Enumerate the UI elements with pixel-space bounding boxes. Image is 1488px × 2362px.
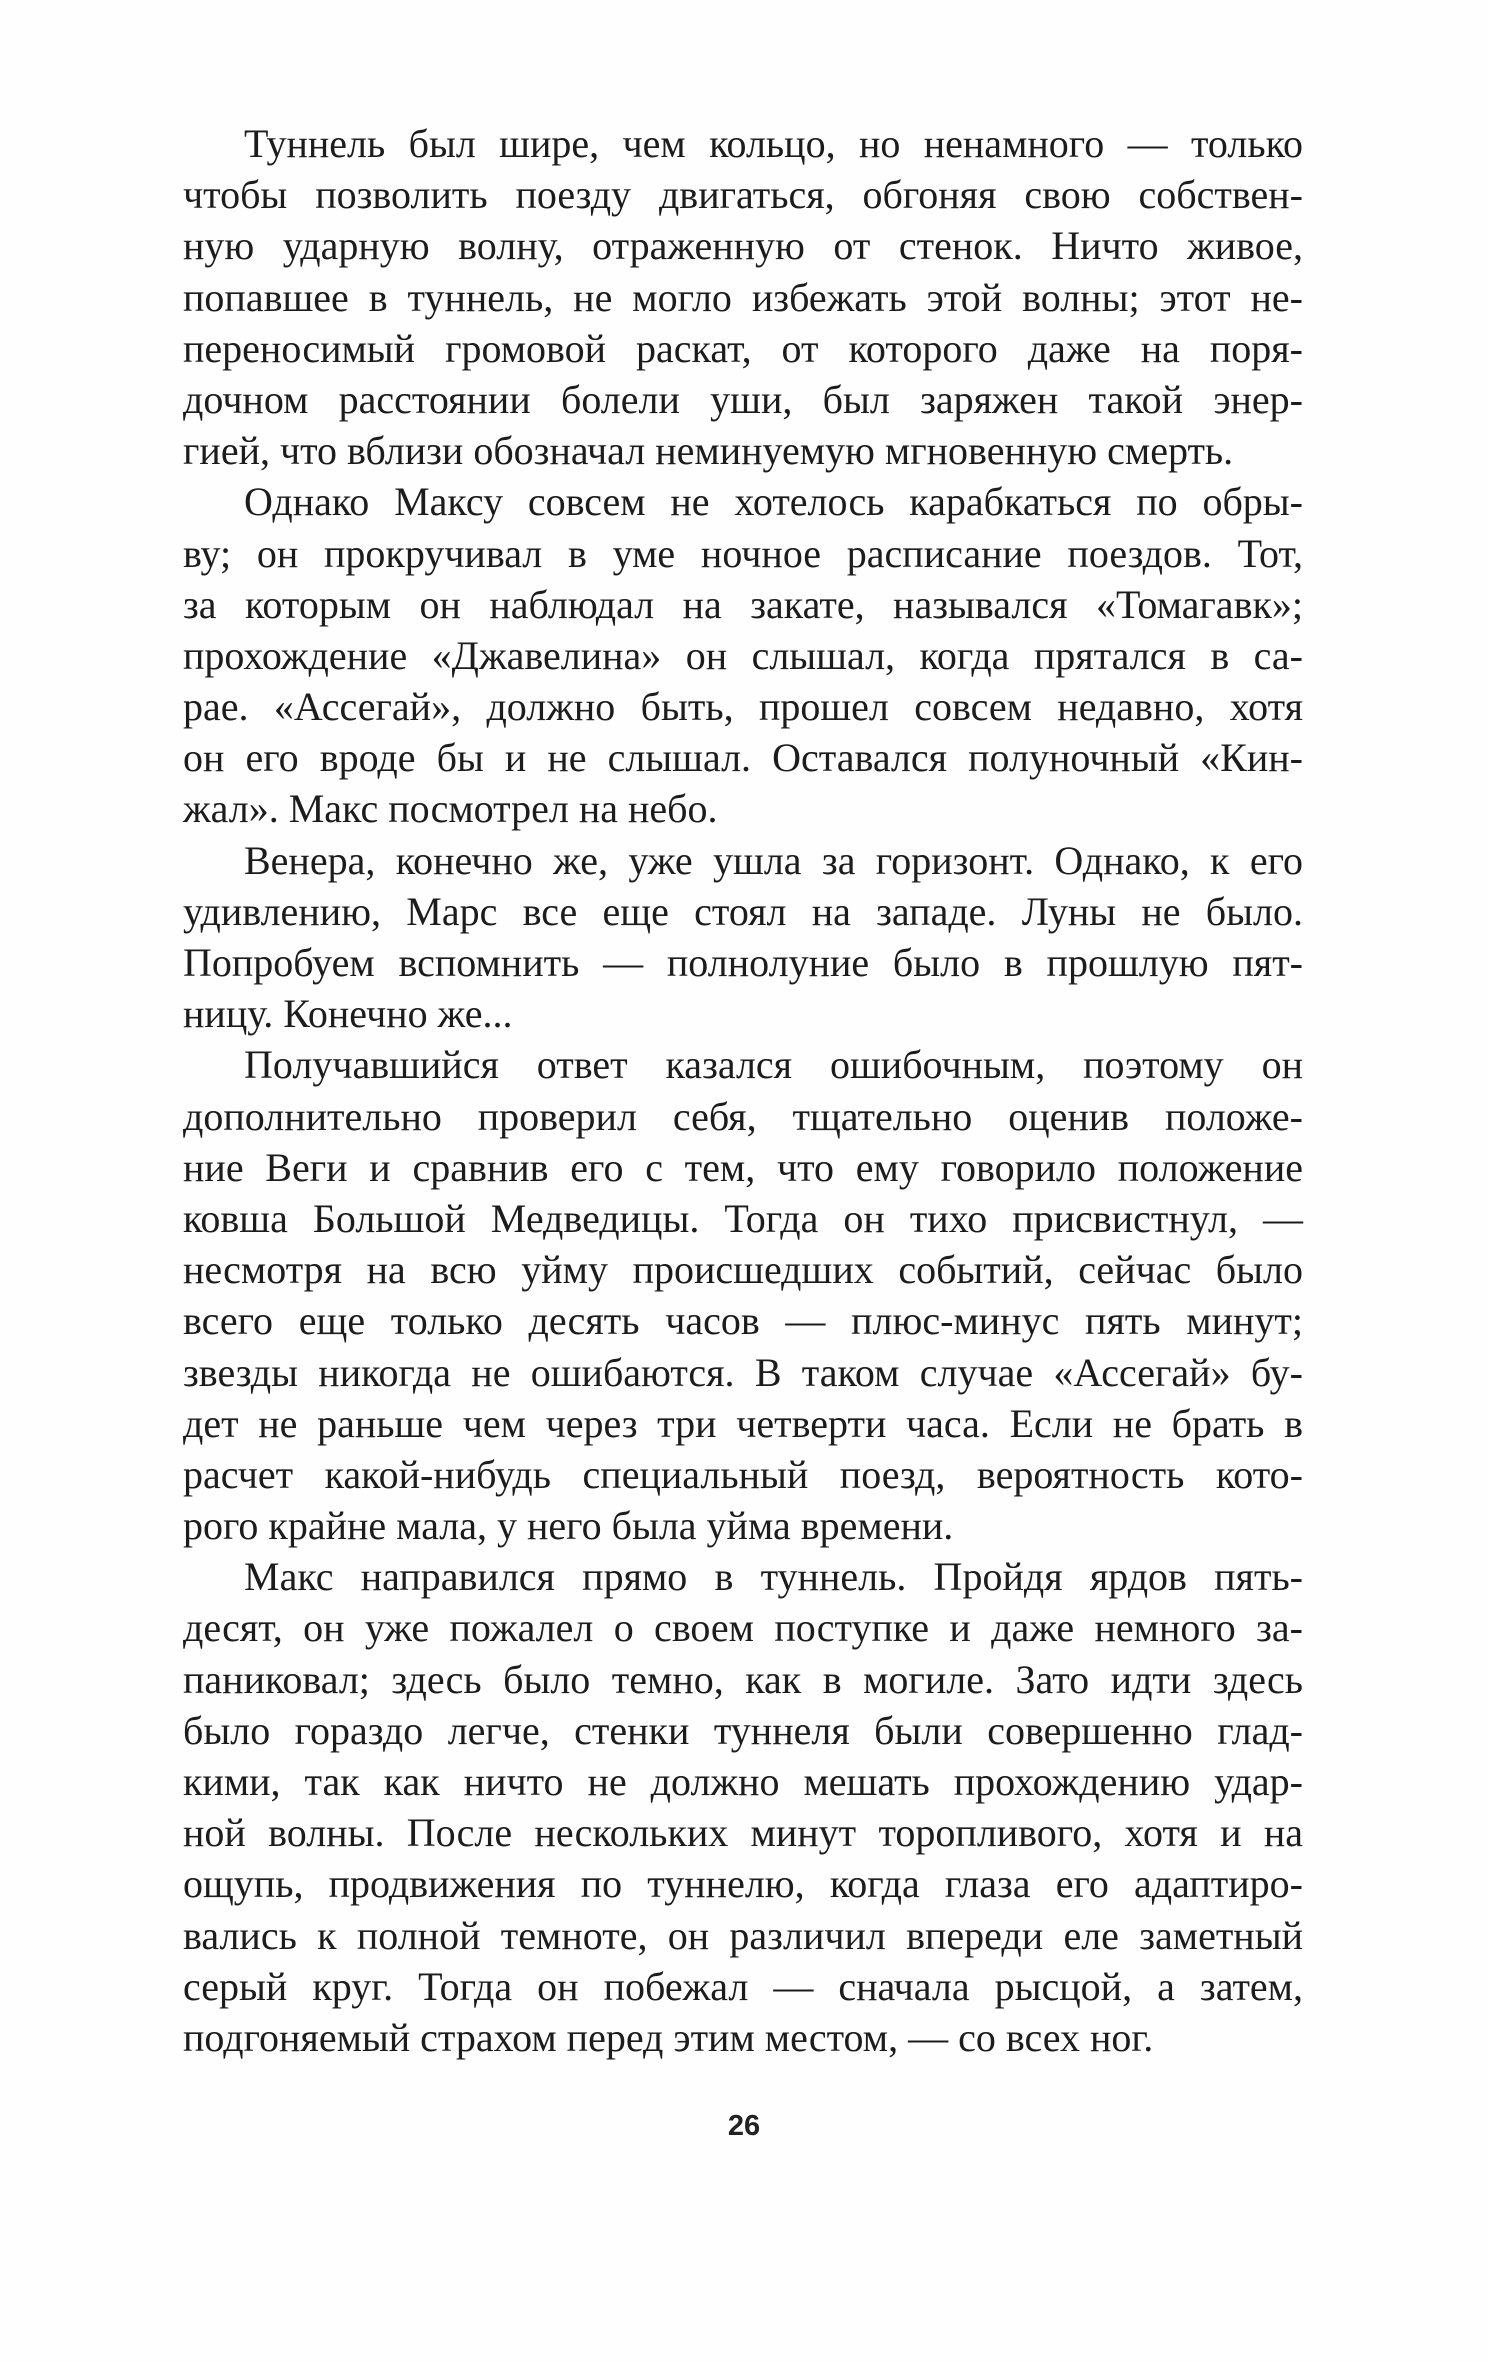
text-line: дет не раньше чем через три четверти часа. Если не брать в: [183, 1400, 1303, 1446]
text-line: чтобы позволить поезду двигаться, обгоняя свою собствен-: [183, 172, 1303, 218]
text-line: ной волны. После нескольких минут торопливого, хотя и на: [183, 1810, 1303, 1856]
text-line: серый круг. Тогда он побежал — сначала рысцой, а затем,: [183, 1963, 1303, 2009]
body-text: [183, 118, 1303, 2063]
text-line: Венера, конечно же, уже ушла за горизонт. Однако, к его: [244, 837, 1303, 883]
text-line: Макс направился прямо в туннель. Пройдя ярдов пять-: [244, 1554, 1303, 1600]
text-line: рого крайне мала, у него была уйма времени.: [183, 1503, 954, 1549]
text-line: ву; он прокручивал в уме ночное расписание поездов. Тот,: [183, 530, 1303, 576]
text-line: звезды никогда не ошибаются. В таком случае «Ассегай» бу-: [183, 1349, 1303, 1395]
text-line: гией, что вблизи обозначал неминуемую мгновенную смерть.: [183, 428, 1234, 474]
text-line: ную ударную волну, отраженную от стенок. Ничто живое,: [183, 223, 1303, 269]
text-line: рае. «Ассегай», должно быть, прошел совсем недавно, хотя: [183, 684, 1303, 730]
text-line: ковша Большой Медведицы. Тогда он тихо присвистнул, —: [183, 1195, 1303, 1241]
text-line: кими, так как ничто не должно мешать прохождению удар-: [183, 1759, 1303, 1804]
text-line: несмотря на всю уйму происшедших событий, сейчас было: [183, 1247, 1303, 1293]
text-line: переносимый громовой раскат, от которого даже на поря-: [183, 325, 1303, 371]
text-line: десят, он уже пожалел о своем поступке и даже немного за-: [183, 1605, 1303, 1651]
text-line: дополнительно проверил себя, тщательно оценив положе-: [183, 1093, 1303, 1139]
text-line: вались к полной темноте, он различил впереди еле заметный: [183, 1912, 1303, 1958]
text-line: ние Веги и сравнив его с тем, что ему говорило положение: [183, 1144, 1303, 1190]
text-line: Получавшийся ответ казался ошибочным, поэтому он: [244, 1042, 1303, 1088]
text-line: он его вроде бы и не слышал. Оставался полуночный «Кин-: [183, 735, 1303, 781]
text-line: попавшее в туннель, не могло избежать этой волны; этот не-: [183, 274, 1303, 320]
text-line: жал». Макс посмотрел на небо.: [183, 786, 718, 832]
text-line: ощупь, продвижения по туннелю, когда глаза его адаптиро-: [183, 1861, 1303, 1907]
text-line: Попробуем вспомнить — полнолуние было в прошлую пят-: [183, 940, 1303, 985]
text-line: всего еще только десять часов — плюс-минус пять минут;: [183, 1298, 1303, 1344]
text-line: паниковал; здесь было темно, как в могиле. Зато идти здесь: [183, 1656, 1303, 1702]
text-line: расчет какой-нибудь специальный поезд, вероятность кото-: [183, 1451, 1303, 1497]
text-line: прохождение «Джавелина» он слышал, когда прятался в са-: [183, 632, 1303, 678]
text-line: Однако Максу совсем не хотелось карабкаться по обры-: [244, 479, 1303, 525]
text-line: удивлению, Марс все еще стоял на западе. Луны не было.: [183, 888, 1303, 934]
text-line: за которым он наблюдал на закате, назывался «Томагавк»;: [183, 581, 1303, 627]
text-line: подгоняемый страхом перед этим местом, — со всех ног.: [183, 2014, 1154, 2060]
page-number: 26: [727, 2110, 761, 2142]
text-line: дочном расстоянии болели уши, был заряжен такой энер-: [183, 376, 1303, 422]
text-line: ницу. Конечно же...: [183, 991, 513, 1037]
text-line: Туннель был шире, чем кольцо, но ненамного — только: [244, 121, 1303, 166]
text-line: было гораздо легче, стенки туннеля были совершенно глад-: [183, 1707, 1303, 1753]
